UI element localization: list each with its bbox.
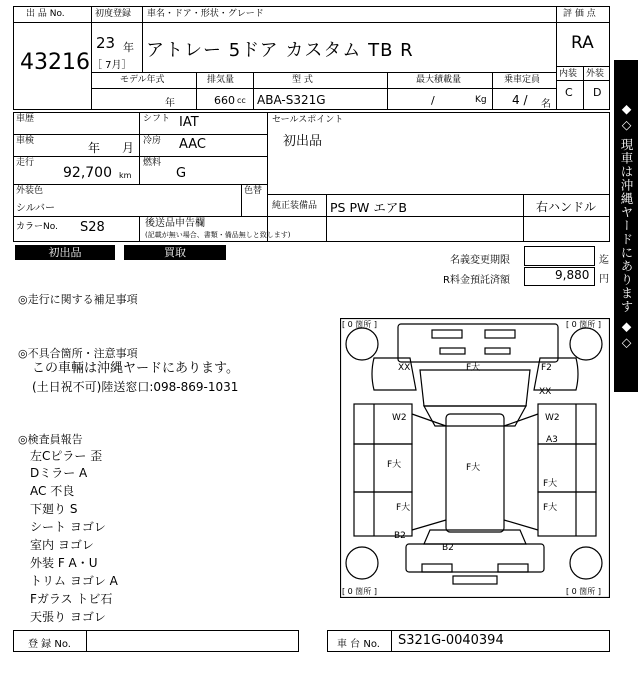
car-name-label: 車名・ドア・形状・グレード <box>147 9 264 19</box>
damage-mark: F大 <box>466 463 481 473</box>
model-year-label: モデル年式 <box>120 75 165 85</box>
history-label: 車歴 <box>16 114 35 124</box>
damage-mark: F大 <box>543 503 558 513</box>
wheel-icon <box>570 328 602 360</box>
wheel-icon <box>570 547 602 579</box>
divider <box>326 194 327 242</box>
name-change-unit: 迄 <box>599 255 609 266</box>
mileage-label: 走行 <box>16 158 35 168</box>
damage-mark: F大 <box>543 479 558 489</box>
left-sliding-door <box>354 444 412 492</box>
damage-mark: F大 <box>387 460 402 470</box>
list-item: シート ヨゴレ <box>30 520 106 534</box>
capacity-label: 乗車定員 <box>504 75 541 85</box>
diagram-frame <box>341 319 610 598</box>
hood <box>420 370 530 406</box>
first-reg-month: ［ 7月］ <box>92 60 132 71</box>
corner-count-bl: [ 0 箇所 ] <box>342 587 377 596</box>
first-listing-tag: 初出品 <box>15 245 115 260</box>
divider <box>267 112 268 242</box>
purchase-tag: 買取 <box>124 245 226 260</box>
divider <box>86 630 87 652</box>
list-item: 下廻り S <box>30 502 78 516</box>
damage-mark: F大 <box>466 363 481 373</box>
divider <box>142 6 143 72</box>
recycle-label: R料金預託済額 <box>443 275 510 286</box>
damage-mark: XX <box>398 363 411 373</box>
yard-location-banner: ◆◇ 現車は沖縄ヤードにあります ◆◇ <box>614 60 638 392</box>
right-rear-panel <box>538 492 596 536</box>
grille <box>440 348 465 354</box>
grille <box>485 348 510 354</box>
inspection-month-unit: 月 <box>122 141 135 155</box>
damage-mark: B2 <box>442 543 454 553</box>
divider <box>139 216 140 242</box>
divider <box>387 72 388 110</box>
aftermarket-note: (記載が無い場合、書類・備品無しと致します) <box>145 231 291 239</box>
divider <box>267 216 610 217</box>
divider <box>196 72 197 110</box>
aftermarket-label: 後送品申告欄 <box>145 218 205 229</box>
divider <box>13 22 91 23</box>
fuel-value: G <box>176 166 187 181</box>
chassis-no-value: S321G-0040394 <box>398 633 504 648</box>
lot-number: 43216 <box>20 50 90 75</box>
roof <box>446 414 504 532</box>
grille <box>432 330 462 338</box>
driving-notes-heading: ◎走行に関する補足事項 <box>18 293 138 306</box>
front-bumper <box>398 324 558 362</box>
damage-mark: XX <box>539 387 552 397</box>
handle-value: 右ハンドル <box>536 200 597 214</box>
color-no-label: カラーNo. <box>16 222 58 232</box>
divider <box>91 22 556 23</box>
car-name: アトレー 5ドア カスタム TB R <box>146 40 414 61</box>
divider <box>253 72 254 110</box>
model-code: ABA-S321G <box>257 93 326 107</box>
capacity: 4 / <box>512 93 528 107</box>
license-plate <box>422 564 452 572</box>
list-item: Dミラー A <box>30 466 88 480</box>
max-load-slash: / <box>431 94 435 107</box>
exterior-label: 外装 <box>586 69 605 79</box>
list-item: Fガラス トビ石 <box>30 592 113 606</box>
list-item: トリム ヨゴレ A <box>30 574 118 588</box>
left-front-door <box>354 404 412 444</box>
exterior-grade: D <box>593 86 602 99</box>
ac-label: 冷房 <box>143 136 162 146</box>
divider <box>267 194 610 195</box>
first-reg-label: 初度登録 <box>95 9 132 19</box>
max-load-label: 最大積載量 <box>416 75 462 85</box>
displacement: 660 <box>214 94 235 107</box>
sales-point-label: セールスポイント <box>272 115 344 125</box>
divider <box>583 66 584 110</box>
color-change-label: 色替 <box>244 186 263 196</box>
shift-value: IAT <box>179 115 199 130</box>
color-no-value: S28 <box>80 220 105 235</box>
divider <box>13 134 267 135</box>
displacement-label: 排気量 <box>207 75 235 85</box>
divider <box>139 112 140 184</box>
divider <box>91 88 556 89</box>
list-item: 室内 ヨゴレ <box>30 538 94 552</box>
name-change-label: 名義変更期限 <box>450 255 510 266</box>
damage-diagram <box>340 318 610 598</box>
sales-point-value: 初出品 <box>283 134 323 149</box>
damage-mark: A3 <box>546 435 558 445</box>
damage-mark: W2 <box>392 413 407 423</box>
recycle-amount: 9,880 <box>555 268 590 282</box>
inspection-label: 車検 <box>16 136 35 146</box>
mileage-unit: km <box>119 171 132 180</box>
chassis-no-label: 車 台 No. <box>337 639 380 650</box>
divider <box>556 22 610 23</box>
divider <box>391 630 392 652</box>
defects-heading: ◎不具合箇所・注意事項 <box>18 347 138 360</box>
list-item: 左Cピラー 歪 <box>30 449 103 463</box>
equipment-value: PS PW エアB <box>330 200 407 215</box>
rear-bumper <box>406 544 544 572</box>
list-item: AC 不良 <box>30 484 75 498</box>
damage-mark: B2 <box>394 531 406 541</box>
corner-count-tl: [ 0 箇所 ] <box>342 320 377 329</box>
fuel-label: 燃料 <box>143 158 162 168</box>
model-year-unit: 年 <box>165 98 175 109</box>
rating-value: RA <box>571 33 594 53</box>
recycle-unit: 円 <box>599 274 609 285</box>
model-label: 型 式 <box>292 75 313 85</box>
defect-line-2: (土日祝不可)陸送窓口:098-869-1031 <box>32 380 239 394</box>
list-item: 天張り ヨゴレ <box>30 610 106 624</box>
divider <box>13 156 267 157</box>
first-reg-year: 23 <box>96 34 116 52</box>
displacement-unit: cc <box>237 96 246 105</box>
license-plate <box>498 564 528 572</box>
damage-mark: F2 <box>541 363 552 373</box>
lot-no-label: 出 品 No. <box>26 9 65 19</box>
equipment-label: 純正装備品 <box>272 201 318 211</box>
divider <box>492 72 493 110</box>
corner-count-br: [ 0 箇所 ] <box>566 587 601 596</box>
divider <box>13 184 267 185</box>
grille <box>485 330 515 338</box>
divider <box>523 194 524 242</box>
interior-grade: C <box>565 86 573 99</box>
interior-label: 内装 <box>559 69 578 79</box>
color-label: 外装色 <box>16 186 44 196</box>
ac-value: AAC <box>179 137 206 152</box>
defect-line-1: この車輛は沖縄ヤードにあります。 <box>32 361 239 376</box>
damage-mark: W2 <box>545 413 560 423</box>
name-change-box <box>524 246 595 266</box>
first-reg-year-unit: 年 <box>123 41 134 54</box>
mileage-value: 92,700 <box>63 165 112 181</box>
inspection-year-unit: 年 <box>88 141 101 155</box>
inspector-heading: ◎検査員報告 <box>18 433 83 446</box>
color-value: シルバー <box>16 203 56 214</box>
registration-no-label: 登 録 No. <box>28 639 71 650</box>
damage-mark: F大 <box>396 503 411 513</box>
plate <box>453 576 497 584</box>
shift-label: シフト <box>143 114 171 124</box>
left-rear-panel <box>354 492 412 536</box>
corner-count-tr: [ 0 箇所 ] <box>566 320 601 329</box>
divider <box>91 72 556 73</box>
divider <box>13 216 267 217</box>
wheel-icon <box>346 328 378 360</box>
divider <box>241 184 242 216</box>
rating-label: 評 価 点 <box>563 9 596 19</box>
max-load-unit: Kg <box>475 95 487 105</box>
list-item: 外装 F A・U <box>30 556 98 570</box>
wheel-icon <box>346 547 378 579</box>
capacity-unit: 名 <box>541 99 551 110</box>
